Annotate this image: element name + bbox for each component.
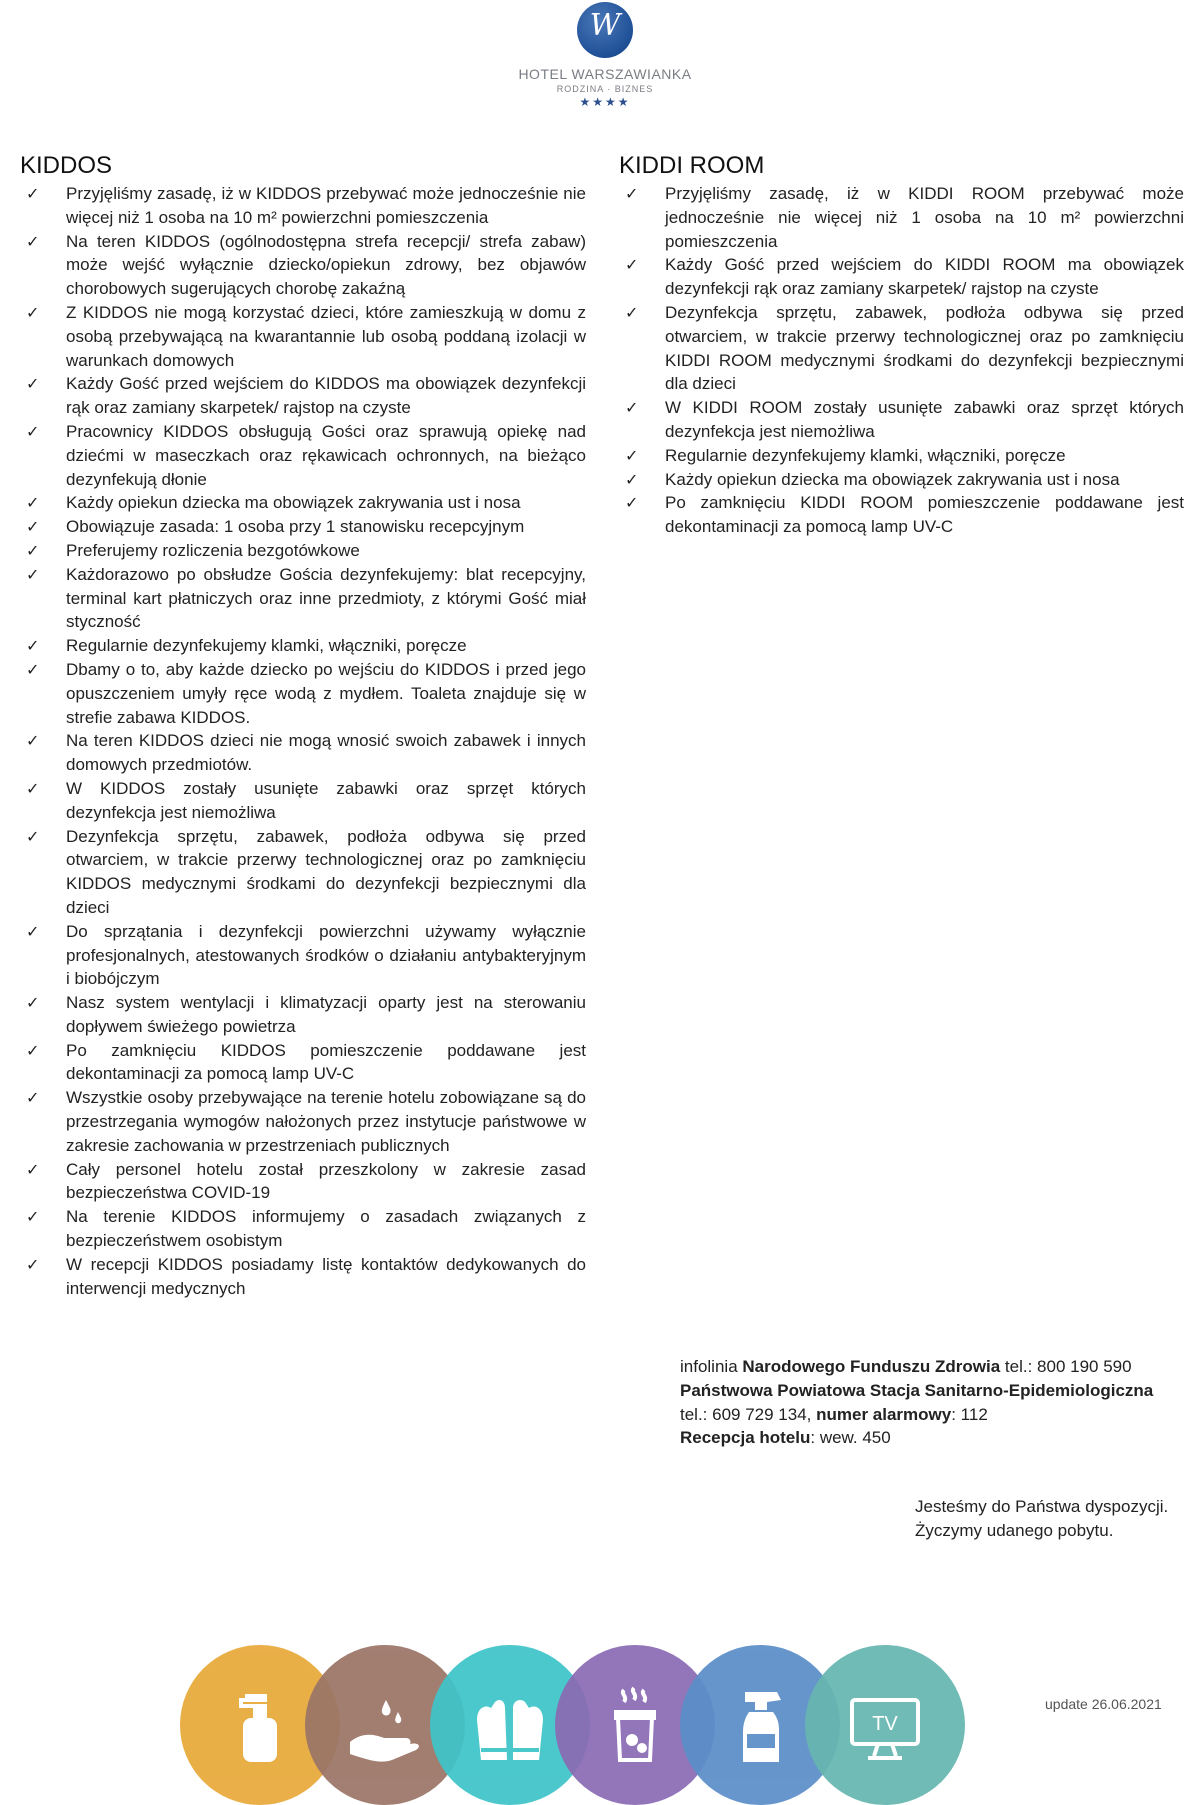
rule-item (20, 920, 586, 991)
kiddi-room-rules-list (619, 182, 1184, 539)
logo-stars: ★★★★ (579, 95, 631, 109)
checkmark-icon: ✓ (26, 1088, 40, 1108)
rule-text: Obowiązuje zasada: 1 osoba przy 1 stanowisku recepcyjnym (66, 517, 525, 537)
rule-text: W KIDDI ROOM zostały usunięte zabawki oraz sprzęt których dezynfekcja jest niemożliwa (665, 398, 1184, 441)
rule-item (20, 563, 586, 634)
rule-item (20, 1158, 586, 1206)
checkmark-icon: ✓ (625, 184, 639, 203)
info-line-reception (680, 1426, 1153, 1450)
rule-text: Dbamy o to, aby każde dziecko po wejściu do KIDDOS i przed jego opuszczeniem umyły ręce wodą z mydłem. Toaleta znajduje się w strefie zabawa KIDDOS. (66, 659, 586, 727)
checkmark-icon: ✓ (26, 993, 40, 1013)
checkmark-icon: ✓ (26, 231, 40, 251)
rule-text: Nasz system wentylacji i klimatyzacji oparty jest na sterowaniu dopływem świeżego powietrza (66, 993, 586, 1036)
info-bold: numer alarmowy (816, 1404, 952, 1424)
checkmark-icon: ✓ (625, 398, 639, 418)
rule-text: Każdy opiekun dziecka ma obowiązek zakrywania ust i nosa (66, 493, 521, 513)
info-bold: Narodowego Funduszu Zdrowia (742, 1357, 1001, 1376)
checkmark-icon: ✓ (625, 302, 639, 322)
rule-text: Cały personel hotelu został przeszkolony w zakresie zasad bezpieczeństwa COVID-19 (66, 1159, 586, 1203)
checkmark-icon: ✓ (26, 184, 40, 203)
rule-text: Regularnie dezynfekujemy klamki, włączniki, poręcze (665, 445, 1066, 465)
checkmark-icon: ✓ (625, 445, 639, 465)
rule-text: Każdy opiekun dziecka ma obowiązek zakrywania ust i nosa (665, 469, 1120, 489)
info-text: infolinia (680, 1357, 743, 1376)
rule-item (20, 634, 586, 658)
rule-item (20, 539, 586, 563)
checkmark-icon: ✓ (625, 493, 639, 513)
checkmark-icon: ✓ (26, 1207, 40, 1227)
rule-item (20, 825, 586, 920)
kiddos-rules-list (20, 182, 586, 1300)
checkmark-icon: ✓ (26, 517, 40, 537)
rule-item (20, 515, 586, 539)
tv-icon (805, 1645, 965, 1805)
closing-line-1: Jesteśmy do Państwa dyspozycji. (915, 1497, 1169, 1516)
rule-item (20, 491, 586, 515)
rule-text: Dezynfekcja sprzętu, zabawek, podłoża odbywa się przed otwarciem, w trakcie przerwy technologicznej oraz po zamknięciu KIDDI ROOM medycznymi środkami do dezynfekcji bezpiecznymi dla dzieci (665, 302, 1184, 394)
contact-info (680, 1355, 1153, 1450)
checkmark-icon: ✓ (26, 564, 40, 584)
rule-text: Na teren KIDDOS (ogólnodostępna strefa recepcji/ strefa zabaw) może wejść wyłącznie dziecko/opiekun zdrowy, bez objawów chorobowych sugerujących chorobę zakaźną (66, 231, 586, 299)
checkmark-icon: ✓ (625, 469, 639, 489)
rule-text: Po zamknięciu KIDDI ROOM pomieszczenie poddawane jest dekontaminacji za pomocą lamp UV-C (665, 493, 1184, 537)
info-text: : wew. 450 (810, 1428, 891, 1448)
rule-text: Przyjęliśmy zasadę, iż w KIDDI ROOM przebywać może jednocześnie nie więcej niż 1 osoba na 10 m² powierzchni pomieszczenia (665, 184, 1184, 251)
rule-item (20, 991, 586, 1039)
rule-item (20, 777, 586, 825)
checkmark-icon: ✓ (625, 255, 639, 275)
rule-item (20, 372, 586, 420)
checkmark-icon: ✓ (26, 826, 40, 846)
svg-text:TV: TV (872, 1713, 898, 1735)
checkmark-icon: ✓ (26, 659, 40, 679)
rule-text: Na teren KIDDOS dzieci nie mogą wnosić swoich zabawek i innych domowych przedmiotów. (66, 731, 586, 775)
rule-item (20, 729, 586, 777)
rule-text: Z KIDDOS nie mogą korzystać dzieci, które zamieszkują w domu z osobą przebywającą na kwarantannie lub osobą poddaną izolacji w warunkach domowych (66, 302, 586, 370)
rule-text: Przyjęliśmy zasadę, iż w KIDDOS przebywać może jednocześnie nie więcej niż 1 osoba na 10 m² powierzchni pomieszczenia (66, 184, 586, 227)
rule-item (619, 301, 1184, 396)
checkmark-icon: ✓ (26, 1254, 40, 1274)
rule-item (619, 468, 1184, 492)
closing-message (915, 1495, 1168, 1543)
rule-text: Do sprzątania i dezynfekcji powierzchni używamy wyłącznie profesjonalnych, atestowanych środków o działaniu antybakteryjnym i biobójczym (66, 921, 586, 989)
logo-emblem-icon: W (577, 2, 633, 58)
rule-item (619, 182, 1184, 253)
rule-item (20, 1086, 586, 1157)
rule-item (20, 658, 586, 729)
checkmark-icon: ✓ (26, 921, 40, 941)
checkmark-icon: ✓ (26, 1040, 40, 1060)
closing-line-2: Życzymy udanego pobytu. (915, 1520, 1114, 1540)
rule-text: W KIDDOS zostały usunięte zabawki oraz sprzęt których dezynfekcja jest niemożliwa (66, 778, 586, 822)
kiddi-room-title: KIDDI ROOM (619, 152, 765, 179)
rule-item (20, 301, 586, 372)
rule-text: Na terenie KIDDOS informujemy o zasadach związanych z bezpieczeństwem osobistym (66, 1207, 586, 1251)
rule-text: Każdy Gość przed wejściem do KIDDOS ma obowiązek dezynfekcji rąk oraz zamiany skarpetek/ rajstop na czyste (66, 374, 586, 418)
checkmark-icon: ✓ (26, 421, 40, 441)
info-line-phone (680, 1403, 1153, 1427)
rule-text: W recepcji KIDDOS posiadamy listę kontaktów dedykowanych do interwencji medycznych (66, 1254, 586, 1298)
checkmark-icon: ✓ (26, 374, 40, 394)
rule-item (619, 491, 1184, 539)
rule-text: Preferujemy rozliczenia bezgotówkowe (66, 540, 360, 560)
rule-text: Wszystkie osoby przebywające na terenie hotelu zobowiązane są do przestrzegania wymogów nałożonych przez instytucje państwowe w zakresie zachowania w przestrzeniach publicznych (66, 1088, 586, 1155)
rule-text: Regularnie dezynfekujemy klamki, włączniki, poręcze (66, 636, 467, 656)
safety-icons-row (180, 1645, 960, 1805)
rule-item (619, 253, 1184, 301)
info-text: tel.: 609 729 134, (680, 1404, 817, 1424)
rule-text: Dezynfekcja sprzętu, zabawek, podłoża odbywa się przed otwarciem, w trakcie przerwy technologicznej oraz po zamknięciu KIDDOS medycznymi środkami do dezynfekcji bezpiecznymi dla dzieci (66, 826, 586, 917)
rule-item (20, 1205, 586, 1253)
checkmark-icon: ✓ (26, 540, 40, 560)
rule-item (20, 182, 586, 230)
rule-item (619, 396, 1184, 444)
rule-item (20, 420, 586, 491)
checkmark-icon: ✓ (26, 731, 40, 751)
kiddos-section (20, 152, 586, 1300)
info-bold: Recepcja hotelu (680, 1428, 811, 1448)
checkmark-icon: ✓ (26, 636, 40, 656)
rule-text: Każdorazowo po obsłudze Gościa dezynfekujemy: blat recepcyjny, terminal kart płatniczych oraz inne przedmioty, z którymi Gość miał styczność (66, 564, 586, 632)
checkmark-icon: ✓ (26, 1159, 40, 1179)
info-text: tel.: 800 190 590 (1000, 1357, 1132, 1376)
info-line-nfz (680, 1355, 1153, 1379)
info-line-sanepid (680, 1379, 1153, 1403)
kiddos-title: KIDDOS (20, 152, 113, 179)
rule-text: Pracownicy KIDDOS obsługują Gości oraz sprawują opiekę nad dziećmi w maseczkach oraz rękawicach ochronnych, na bieżąco dezynfekują dłonie (66, 421, 586, 489)
logo-subtitle: RODZINA · BIZNES (556, 84, 654, 94)
rule-item (619, 444, 1184, 468)
logo-name: HOTEL WARSZAWIANKA (518, 66, 692, 82)
info-text: : 112 (951, 1404, 988, 1424)
rule-text: Każdy Gość przed wejściem do KIDDI ROOM ma obowiązek dezynfekcji rąk oraz zamiany skarpetek/ rajstop na czyste (665, 255, 1184, 299)
rule-item (20, 1253, 586, 1301)
rule-text: Po zamknięciu KIDDOS pomieszczenie poddawane jest dekontaminacji za pomocą lamp UV-C (66, 1040, 586, 1084)
hotel-logo (505, 0, 705, 130)
rule-item (20, 230, 586, 301)
checkmark-icon: ✓ (26, 302, 40, 322)
checkmark-icon: ✓ (26, 493, 40, 513)
info-bold: Państwowa Powiatowa Stacja Sanitarno-Epidemiologiczna (680, 1380, 1154, 1400)
update-date: update 26.06.2021 (1045, 1696, 1162, 1712)
kiddi-room-section (619, 152, 1184, 539)
rule-item (20, 1039, 586, 1087)
checkmark-icon: ✓ (26, 778, 40, 798)
